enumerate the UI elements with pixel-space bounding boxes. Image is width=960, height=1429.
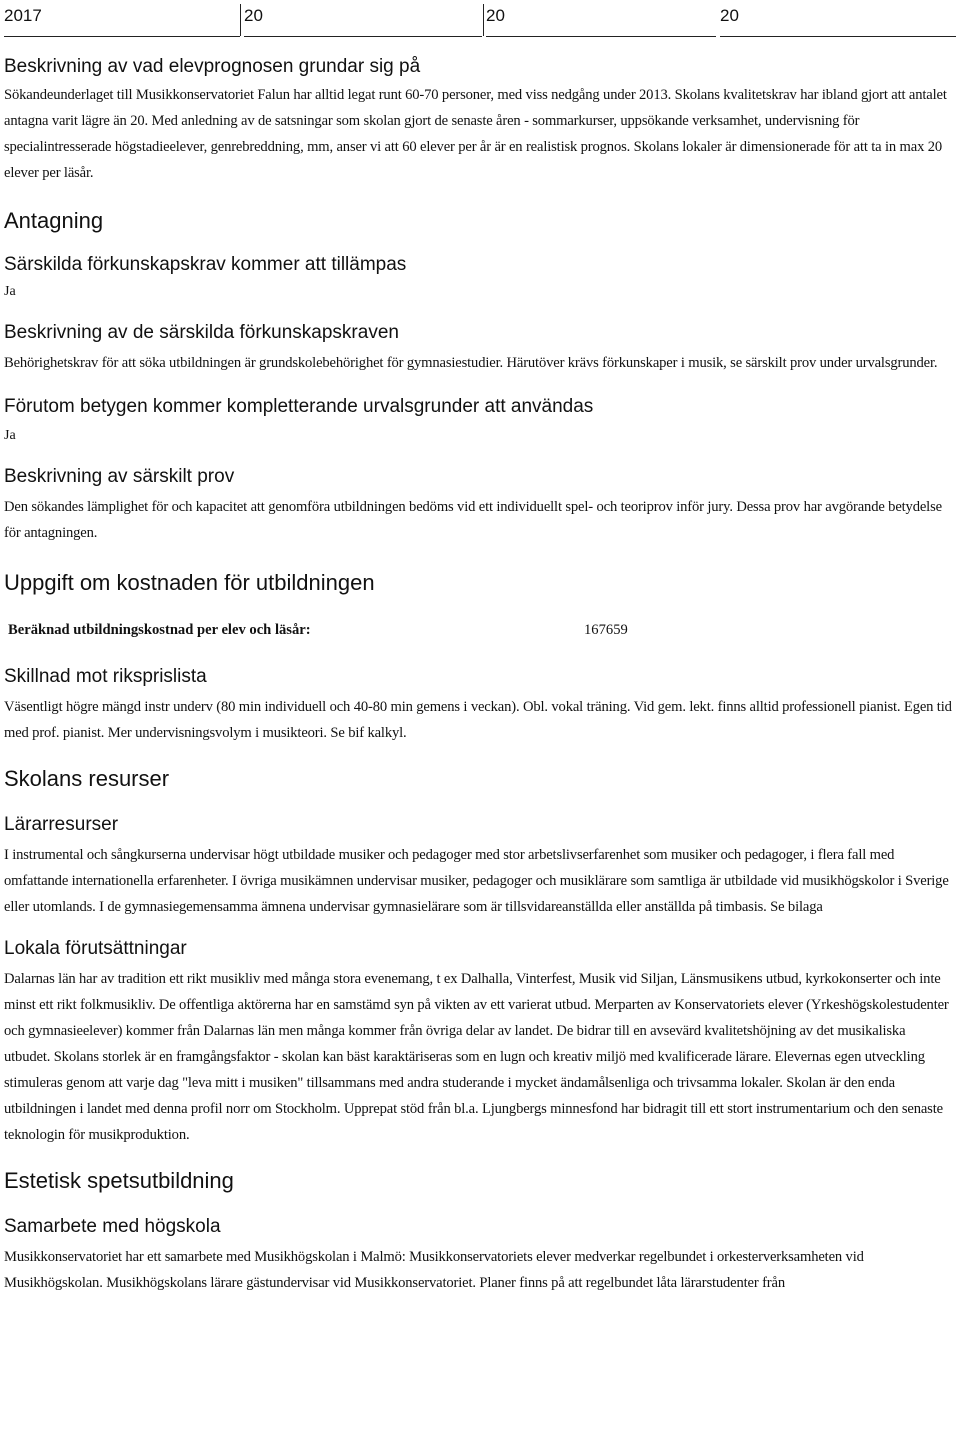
cost-label: Beräknad utbildningskostnad per elev och läsår: [8, 622, 311, 638]
skillnad-heading: Skillnad mot riksprislista [4, 666, 207, 687]
year-col-3: 20 [486, 6, 505, 25]
year-col-2: 20 [244, 6, 263, 25]
lokala-text: Dalarnas län har av tradition ett rikt musikliv med många stora evenemang, t ex Dalhalla, Vinterfest, Musik vid Siljan, Länsmusikens utbud, kyrkokonserter och inte minst ett rikt folkmusikliv. De offentliga aktörerna har en samstämd syn på vikten av ett varierat utbud. Merparten av Konservatoriets elever (Yrkeshögskolestudenter och gymnasieelever) kommer från Dalarnas län men många kommer från övriga delar av landet. De bidrar till en avsevärd kvalitetshöjning av det musikaliska utbudet. Skolans storlek är en framgångsfaktor - skolan kan bäst karaktäriseras som en lugn och kreativ miljö med kvalificerade lärare. Elevernas egen utveckling stimuleras genom att varje dag "leva mitt i musiken" tillsammans med andra studerande i mycket ändamålsenliga och trivsamma lokaler. Skolan är den enda utbildningen i landet med denna profil norr om Stockholm. Upprepat stöd från bl.a. Ljungbergs minnesfond har bidragit till ett stort instrumentarium och den senaste teknologin för musikproduktion. [4, 971, 949, 1143]
antagning-heading: Antagning [4, 208, 104, 233]
year-2017: 2017 [4, 6, 42, 25]
samarbete-text: Musikkonservatoriet har ett samarbete med Musikhögskolan i Malmö: Musikkonservatoriets elever medverkar regelbundet i orkesterverksamheten vid Musikhögskolan. Musikhögskolans lärare gästundervisar vid Musikkonservatoriet. Planer finns på att regelbundet låta lärarstudenter från [4, 1249, 864, 1291]
larare-text: I instrumental och sångkurserna undervisar högt utbildade musiker och pedagoger med stor arbetslivserfarenhet som musiker och pedagoger, i flera fall med omfattande internationella erfarenheter. I övriga musikämnen undervisar musiker, pedagoger och musiklärare som samtliga är utbildade vid musikhögskolor i Sverige eller utomlands. I de gymnasiegemensamma ämnena undervisar gymnasielärare som är tillsvidareanställda eller anställda på timbasis. Se bilaga [4, 847, 949, 915]
sarskilda-heading: Särskilda förkunskapskrav kommer att tillämpas [4, 254, 407, 275]
document-body [0, 50, 960, 1296]
underline [4, 36, 240, 37]
column-divider [483, 4, 484, 36]
resurser-heading: Skolans resurser [4, 766, 170, 791]
forutom-heading: Förutom betygen kommer kompletterande urvalsgrunder att användas [4, 396, 594, 417]
prov-heading: Beskrivning av särskilt prov [4, 466, 235, 487]
year-header [0, 0, 960, 40]
sarskilda-answer: Ja [4, 284, 16, 299]
estetisk-heading: Estetisk spetsutbildning [4, 1168, 234, 1193]
cost-value: 167659 [584, 622, 628, 638]
skillnad-text: Väsentligt högre mängd instr underv (80 min individuell och 40-80 min gemens i veckan). Obl. vokal träning. Vid gem. lekt. finns alltid professionell pianist. Egen tid med prof. pianist. Mer undervisningsvolym i musikteori. Se bif kalkyl. [4, 699, 952, 741]
prov-text: Den sökandes lämplighet för och kapacitet att genomföra utbildningen bedöms vid ett individuellt spel- och teoriprov inför jury. Dessa prov har avgörande betydelse för antagningen. [4, 499, 942, 541]
underline [486, 36, 716, 37]
larare-heading: Lärarresurser [4, 814, 119, 835]
cost-row [4, 620, 954, 646]
lokala-heading: Lokala förutsättningar [4, 938, 187, 959]
forutom-answer: Ja [4, 428, 16, 443]
beskrivning-heading: Beskrivning av de särskilda förkunskapskraven [4, 322, 399, 343]
samarbete-heading: Samarbete med högskola [4, 1216, 221, 1237]
underline [244, 36, 482, 37]
beskrivning-text: Behörighetskrav för att söka utbildningen är grundskolebehörighet för gymnasiestudier. Härutöver krävs förkunskaper i musik, se särskilt prov under urvalsgrunder. [4, 355, 938, 371]
prognos-text: Sökandeunderlaget till Musikkonservatoriet Falun har alltid legat runt 60-70 personer, med viss nedgång under 2013. Skolans kvalitetskrav har ibland gjort att antalet antagna varit lägre än 20. Med anledning av de satsningar som skolan gjort de senaste åren - sommarkurser, uppsökande verksamhet, undervisning för specialintresserade högstadieelever, genrebreddning, mm, anser vi att 60 elever per år är en realistisk prognos. Skolans lokaler är dimensionerade för att ta in max 20 elever per läsår. [4, 87, 947, 181]
kostnad-heading: Uppgift om kostnaden för utbildningen [4, 570, 375, 595]
year-col-4: 20 [720, 6, 739, 25]
prognos-heading: Beskrivning av vad elevprognosen grundar sig på [4, 56, 421, 77]
column-divider [240, 4, 241, 36]
underline [720, 36, 956, 37]
